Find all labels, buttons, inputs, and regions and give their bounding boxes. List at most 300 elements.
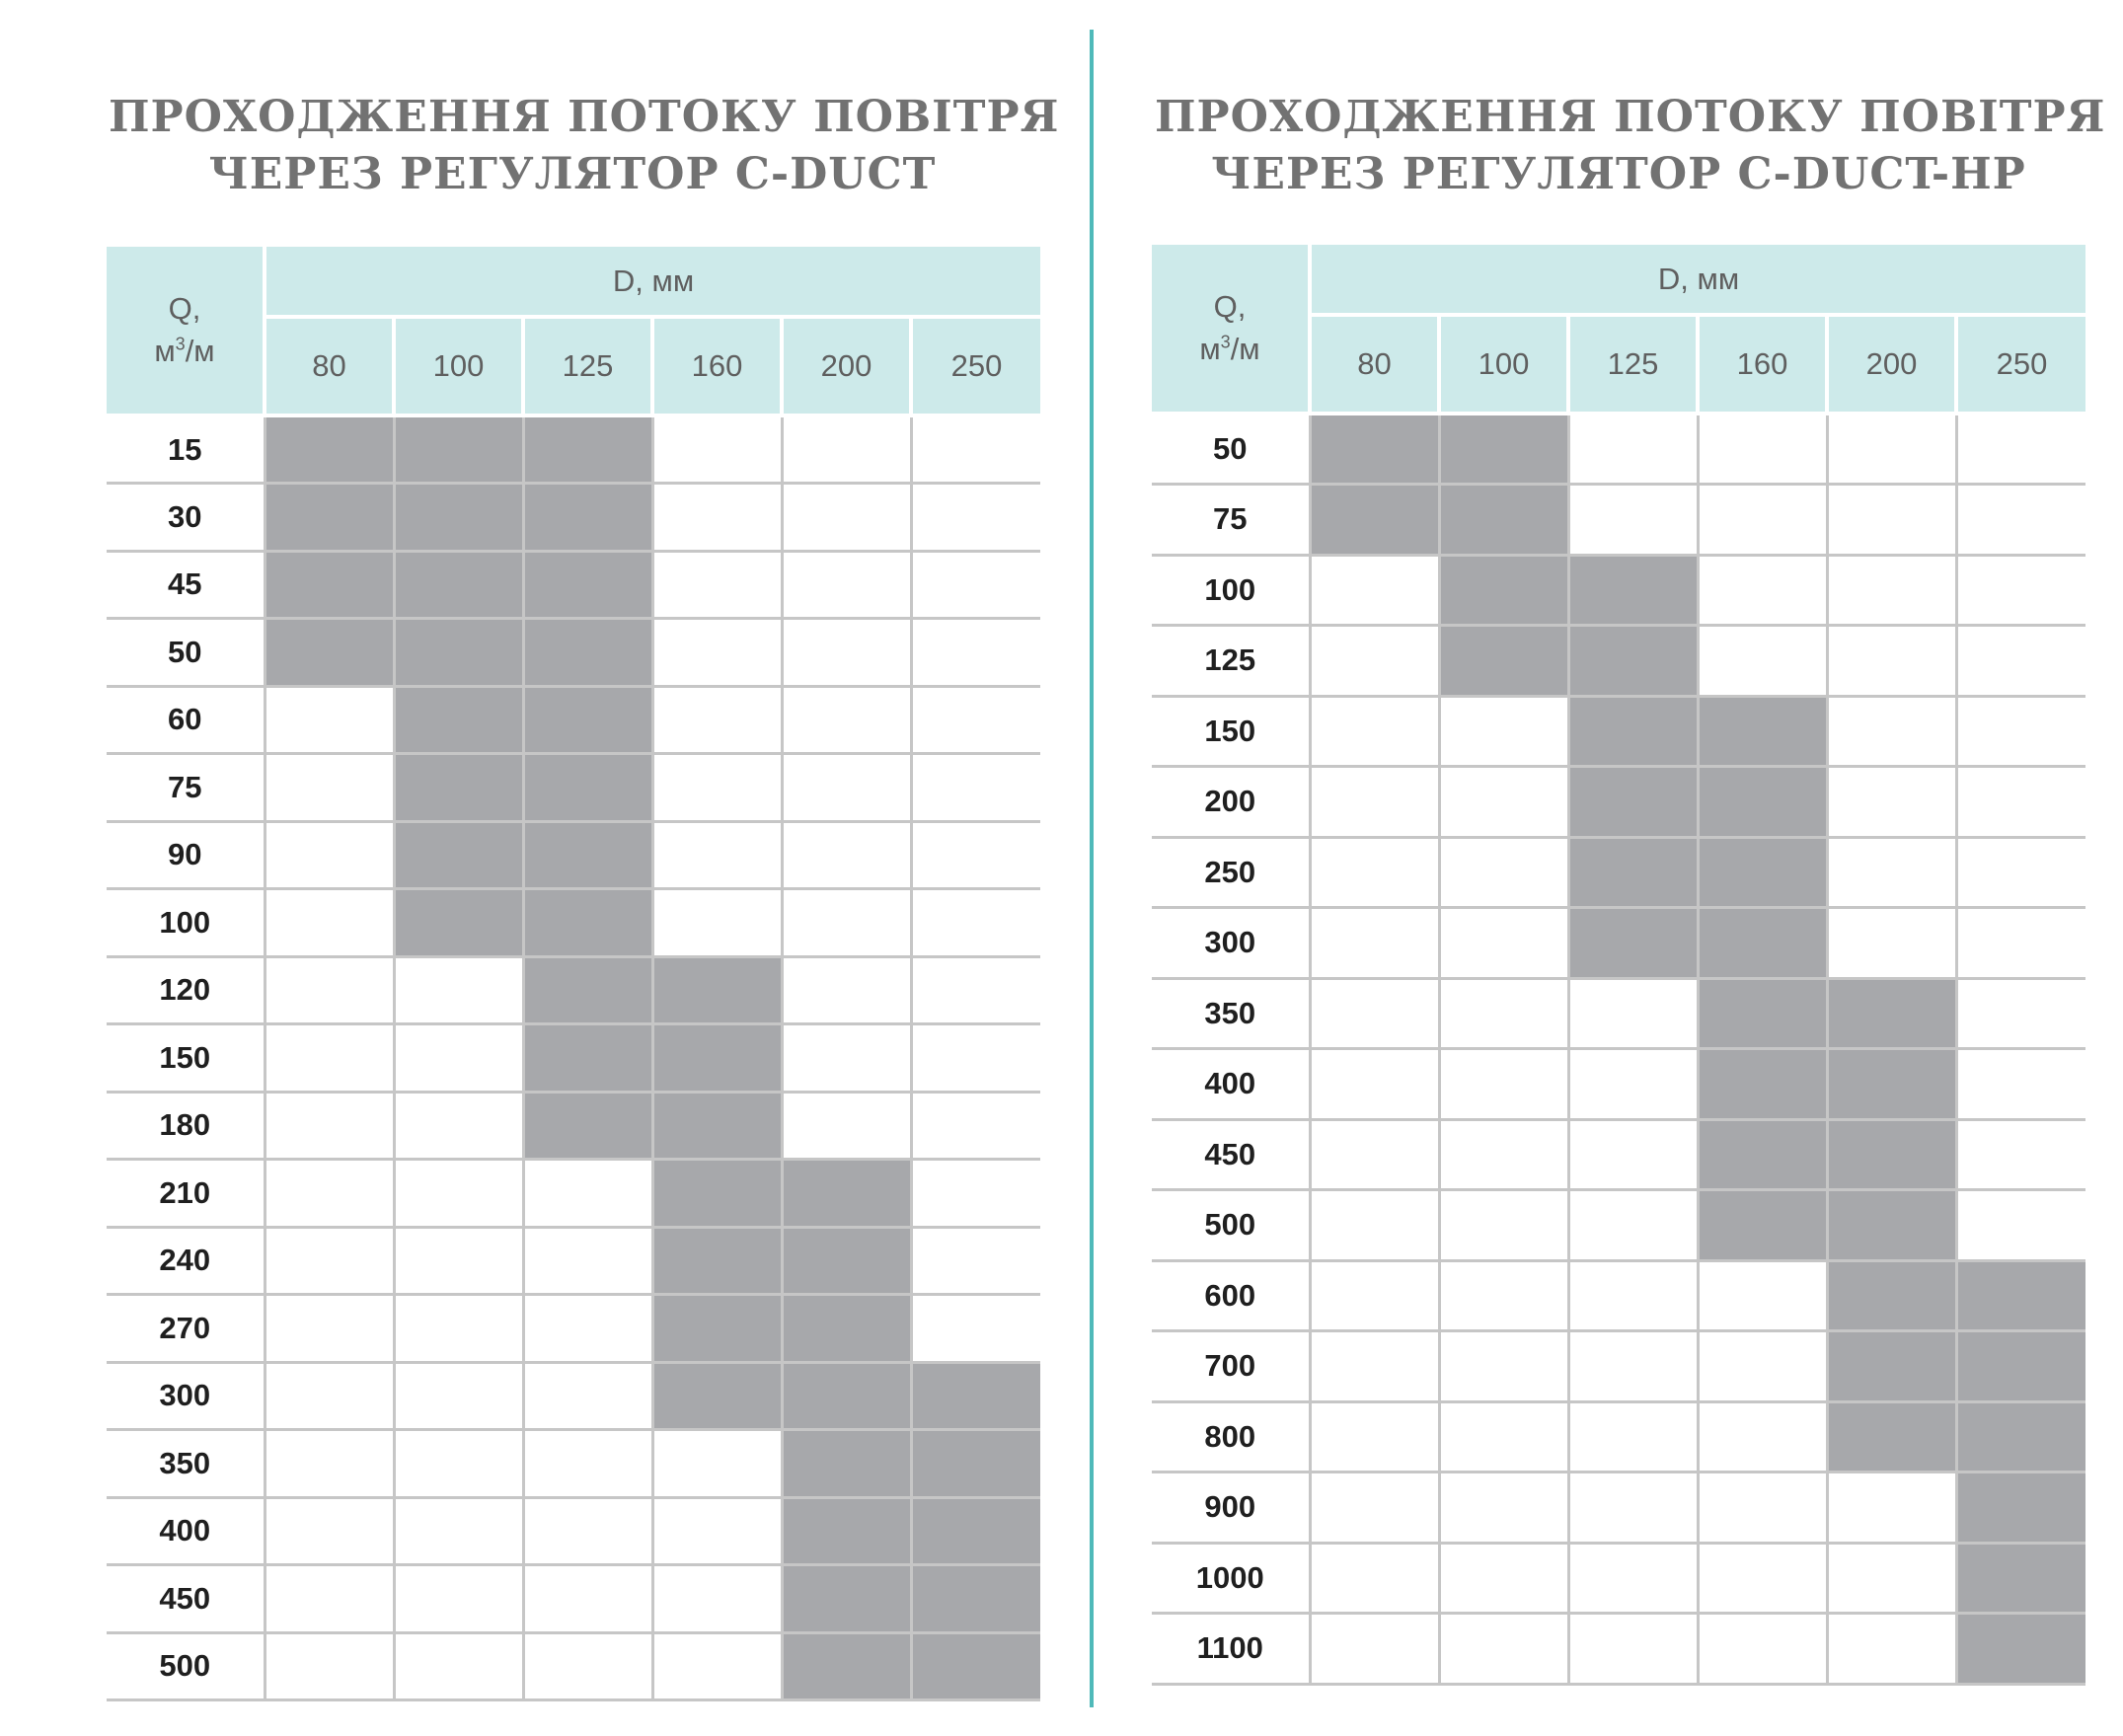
table-row (1152, 1614, 2085, 1685)
compatible-cell (523, 484, 652, 552)
empty-cell (782, 1092, 911, 1160)
empty-cell (652, 619, 782, 687)
table-row (107, 484, 1040, 552)
compatible-cell (523, 415, 652, 484)
empty-cell (1439, 1401, 1568, 1472)
empty-cell (1439, 908, 1568, 979)
q-value: 400 (1152, 1049, 1310, 1120)
title-line-2: ЧЕРЕЗ РЕГУЛЯТОР C-DUCT-HP (1211, 149, 2026, 199)
title-line-2: ЧЕРЕЗ РЕГУЛЯТОР C-DUCT (208, 149, 937, 199)
empty-cell (1439, 978, 1568, 1049)
empty-cell (1698, 1614, 1827, 1685)
empty-cell (523, 1295, 652, 1363)
size-header-200: 200 (1827, 315, 1956, 414)
empty-cell (1827, 767, 1956, 838)
compatible-cell (652, 956, 782, 1024)
q-value: 15 (107, 415, 265, 484)
q-label: Q, (1213, 288, 1247, 324)
compatible-cell (394, 821, 523, 889)
table-row (107, 821, 1040, 889)
empty-cell (394, 1430, 523, 1498)
empty-cell (394, 1497, 523, 1565)
empty-cell (782, 754, 911, 822)
empty-cell (652, 821, 782, 889)
empty-cell (265, 1227, 394, 1295)
q-label: Q, (168, 290, 201, 326)
size-header-100: 100 (1439, 315, 1568, 414)
compatible-cell (523, 956, 652, 1024)
q-value: 180 (107, 1092, 265, 1160)
compatible-cell (782, 1565, 911, 1633)
empty-cell (652, 1430, 782, 1498)
table-body (107, 415, 1040, 1700)
compatible-cell (1956, 1331, 2085, 1402)
empty-cell (1698, 555, 1827, 626)
table-row (107, 1160, 1040, 1228)
size-header-80: 80 (1310, 315, 1439, 414)
table-row (107, 1092, 1040, 1160)
table-row (1152, 485, 2085, 556)
compatible-cell (782, 1295, 911, 1363)
q-value: 300 (107, 1362, 265, 1430)
compatible-cell (911, 1362, 1040, 1430)
empty-cell (265, 1362, 394, 1430)
table-row (107, 956, 1040, 1024)
q-value: 200 (1152, 767, 1310, 838)
compatible-cell (1956, 1401, 2085, 1472)
table-row (1152, 1401, 2085, 1472)
compatible-cell (1827, 1331, 1956, 1402)
empty-cell (265, 1092, 394, 1160)
empty-cell (911, 754, 1040, 822)
compatible-cell (1698, 1049, 1827, 1120)
compatible-cell (1956, 1543, 2085, 1614)
title-line-1: ПРОХОДЖЕННЯ ПОТОКУ ПОВІТРЯ (109, 92, 1060, 142)
empty-cell (523, 1160, 652, 1228)
empty-cell (1956, 837, 2085, 908)
q-value: 75 (1152, 485, 1310, 556)
compatible-cell (1956, 1472, 2085, 1544)
empty-cell (911, 821, 1040, 889)
compatible-cell (782, 1227, 911, 1295)
q-value: 90 (107, 821, 265, 889)
empty-cell (1956, 767, 2085, 838)
compatible-cell (1698, 696, 1827, 767)
compatible-cell (1439, 485, 1568, 556)
compatible-cell (1310, 485, 1439, 556)
empty-cell (652, 1497, 782, 1565)
size-header-80: 80 (265, 317, 394, 415)
table-row (107, 1227, 1040, 1295)
size-header-100: 100 (394, 317, 523, 415)
empty-cell (394, 1227, 523, 1295)
table-row (107, 619, 1040, 687)
empty-cell (1310, 555, 1439, 626)
q-value: 600 (1152, 1260, 1310, 1331)
compatible-cell (523, 619, 652, 687)
q-value: 120 (107, 956, 265, 1024)
empty-cell (1310, 1331, 1439, 1402)
empty-cell (1827, 626, 1956, 697)
q-value: 75 (107, 754, 265, 822)
table-row (1152, 767, 2085, 838)
compatible-cell (1698, 767, 1827, 838)
empty-cell (1568, 1331, 1698, 1402)
empty-cell (1698, 1331, 1827, 1402)
compatible-cell (265, 484, 394, 552)
empty-cell (1568, 485, 1698, 556)
empty-cell (782, 415, 911, 484)
empty-cell (911, 1024, 1040, 1093)
q-value: 800 (1152, 1401, 1310, 1472)
airflow-table-c-duct (107, 247, 1040, 1701)
empty-cell (1956, 1049, 2085, 1120)
empty-cell (265, 1565, 394, 1633)
q-value: 700 (1152, 1331, 1310, 1402)
empty-cell (782, 889, 911, 957)
empty-cell (265, 1430, 394, 1498)
empty-cell (911, 484, 1040, 552)
table-row (1152, 908, 2085, 979)
empty-cell (652, 551, 782, 619)
compatible-cell (523, 821, 652, 889)
table-row (1152, 978, 2085, 1049)
size-header-200: 200 (782, 317, 911, 415)
compatible-cell (394, 889, 523, 957)
empty-cell (911, 686, 1040, 754)
empty-cell (265, 956, 394, 1024)
empty-cell (1827, 414, 1956, 485)
compatible-cell (1956, 1614, 2085, 1685)
empty-cell (1439, 1331, 1568, 1402)
empty-cell (394, 956, 523, 1024)
compatible-cell (1827, 1260, 1956, 1331)
empty-cell (911, 1160, 1040, 1228)
compatible-cell (1310, 414, 1439, 485)
empty-cell (1698, 485, 1827, 556)
empty-cell (652, 484, 782, 552)
size-header-250: 250 (1956, 315, 2085, 414)
empty-cell (1568, 1049, 1698, 1120)
empty-cell (1310, 767, 1439, 838)
empty-cell (1310, 626, 1439, 697)
compatible-cell (911, 1565, 1040, 1633)
empty-cell (1310, 908, 1439, 979)
q-header (107, 247, 265, 415)
q-value: 150 (1152, 696, 1310, 767)
empty-cell (1310, 1119, 1439, 1190)
empty-cell (394, 1565, 523, 1633)
compatible-cell (911, 1497, 1040, 1565)
empty-cell (523, 1227, 652, 1295)
compatible-cell (394, 484, 523, 552)
empty-cell (523, 1430, 652, 1498)
empty-cell (652, 415, 782, 484)
table-row (107, 1632, 1040, 1700)
empty-cell (1956, 1190, 2085, 1261)
empty-cell (1439, 1543, 1568, 1614)
empty-cell (782, 686, 911, 754)
compatible-cell (265, 415, 394, 484)
empty-cell (1310, 696, 1439, 767)
empty-cell (394, 1024, 523, 1093)
empty-cell (1956, 626, 2085, 697)
compatible-cell (1568, 555, 1698, 626)
empty-cell (265, 686, 394, 754)
q-header (1152, 245, 1310, 414)
empty-cell (1956, 485, 2085, 556)
compatible-cell (523, 1092, 652, 1160)
empty-cell (1956, 978, 2085, 1049)
empty-cell (265, 754, 394, 822)
table-row (107, 1565, 1040, 1633)
q-value: 50 (1152, 414, 1310, 485)
compatible-cell (782, 1632, 911, 1700)
empty-cell (911, 956, 1040, 1024)
table-row (107, 551, 1040, 619)
d-header: D, мм (1310, 245, 2085, 315)
empty-cell (1310, 1049, 1439, 1120)
empty-cell (782, 484, 911, 552)
airflow-table-c-duct-hp (1152, 245, 2085, 1686)
q-value: 250 (1152, 837, 1310, 908)
empty-cell (782, 956, 911, 1024)
empty-cell (523, 1497, 652, 1565)
empty-cell (1568, 1119, 1698, 1190)
empty-cell (1827, 696, 1956, 767)
compatible-cell (1568, 767, 1698, 838)
empty-cell (1956, 1119, 2085, 1190)
size-header-125: 125 (523, 317, 652, 415)
q-value: 30 (107, 484, 265, 552)
compatible-cell (394, 415, 523, 484)
table-row (107, 1362, 1040, 1430)
compatible-cell (652, 1295, 782, 1363)
compatible-cell (394, 551, 523, 619)
q-value: 350 (1152, 978, 1310, 1049)
table-row (107, 1024, 1040, 1093)
table-row (1152, 1119, 2085, 1190)
compatible-cell (652, 1024, 782, 1093)
size-header-250: 250 (911, 317, 1040, 415)
empty-cell (1310, 1614, 1439, 1685)
q-value: 500 (1152, 1190, 1310, 1261)
empty-cell (1698, 414, 1827, 485)
empty-cell (1310, 1190, 1439, 1261)
empty-cell (265, 1632, 394, 1700)
q-value: 210 (107, 1160, 265, 1228)
empty-cell (523, 1565, 652, 1633)
empty-cell (1439, 1614, 1568, 1685)
compatible-cell (1439, 626, 1568, 697)
empty-cell (1827, 1614, 1956, 1685)
q-value: 1100 (1152, 1614, 1310, 1685)
compatible-cell (782, 1430, 911, 1498)
empty-cell (1956, 908, 2085, 979)
empty-cell (782, 551, 911, 619)
compatible-cell (911, 1632, 1040, 1700)
empty-cell (265, 889, 394, 957)
empty-cell (1568, 1472, 1698, 1544)
compatible-cell (523, 889, 652, 957)
empty-cell (1439, 1190, 1568, 1261)
empty-cell (911, 619, 1040, 687)
compatible-cell (652, 1092, 782, 1160)
empty-cell (782, 821, 911, 889)
compatible-cell (1827, 1049, 1956, 1120)
empty-cell (911, 1092, 1040, 1160)
q-value: 50 (107, 619, 265, 687)
empty-cell (1310, 978, 1439, 1049)
empty-cell (523, 1362, 652, 1430)
empty-cell (265, 1497, 394, 1565)
empty-cell (1827, 908, 1956, 979)
empty-cell (1310, 837, 1439, 908)
q-value: 900 (1152, 1472, 1310, 1544)
compatible-cell (911, 1430, 1040, 1498)
table-row (107, 754, 1040, 822)
table-row (1152, 696, 2085, 767)
table-body (1152, 414, 2085, 1684)
compatible-cell (1827, 1401, 1956, 1472)
empty-cell (265, 1295, 394, 1363)
q-value: 240 (107, 1227, 265, 1295)
compatible-cell (394, 754, 523, 822)
empty-cell (1956, 414, 2085, 485)
empty-cell (652, 754, 782, 822)
title-line-1: ПРОХОДЖЕННЯ ПОТОКУ ПОВІТРЯ (1155, 92, 2106, 142)
empty-cell (394, 1160, 523, 1228)
q-value: 150 (107, 1024, 265, 1093)
table-row (107, 415, 1040, 484)
table-row (1152, 1331, 2085, 1402)
compatible-cell (1827, 1190, 1956, 1261)
empty-cell (911, 1295, 1040, 1363)
q-value: 45 (107, 551, 265, 619)
table-row (1152, 555, 2085, 626)
empty-cell (1310, 1543, 1439, 1614)
empty-cell (1698, 1260, 1827, 1331)
empty-cell (1439, 1119, 1568, 1190)
q-unit: $м^3/м$ (154, 334, 215, 369)
empty-cell (1827, 1543, 1956, 1614)
compatible-cell (523, 686, 652, 754)
empty-cell (394, 1092, 523, 1160)
d-header: D, мм (265, 247, 1040, 317)
table-row (1152, 1543, 2085, 1614)
empty-cell (1439, 767, 1568, 838)
empty-cell (1439, 1472, 1568, 1544)
q-value: 450 (107, 1565, 265, 1633)
compatible-cell (523, 754, 652, 822)
compatible-cell (1568, 626, 1698, 697)
empty-cell (652, 686, 782, 754)
compatible-cell (1827, 978, 1956, 1049)
compatible-cell (1568, 696, 1698, 767)
table-row (107, 1497, 1040, 1565)
empty-cell (911, 889, 1040, 957)
compatible-cell (1698, 837, 1827, 908)
q-value: 60 (107, 686, 265, 754)
empty-cell (1568, 1401, 1698, 1472)
compatible-cell (1439, 414, 1568, 485)
size-header-160: 160 (652, 317, 782, 415)
empty-cell (1439, 837, 1568, 908)
compatible-cell (394, 686, 523, 754)
compatible-cell (1698, 908, 1827, 979)
empty-cell (1568, 1260, 1698, 1331)
empty-cell (1439, 1049, 1568, 1120)
empty-cell (1827, 1472, 1956, 1544)
compatible-cell (1698, 978, 1827, 1049)
empty-cell (1827, 555, 1956, 626)
compatible-cell (652, 1362, 782, 1430)
table-row (1152, 837, 2085, 908)
empty-cell (1568, 1614, 1698, 1685)
compatible-cell (394, 619, 523, 687)
q-value: 450 (1152, 1119, 1310, 1190)
empty-cell (1698, 626, 1827, 697)
table-row (107, 686, 1040, 754)
table-row (1152, 626, 2085, 697)
q-value: 270 (107, 1295, 265, 1363)
table-row (107, 1430, 1040, 1498)
empty-cell (394, 1632, 523, 1700)
center-divider (1090, 30, 1094, 1707)
empty-cell (1310, 1401, 1439, 1472)
q-value: 300 (1152, 908, 1310, 979)
empty-cell (1827, 837, 1956, 908)
table-row (1152, 1190, 2085, 1261)
empty-cell (265, 1160, 394, 1228)
compatible-cell (782, 1362, 911, 1430)
compatible-cell (652, 1227, 782, 1295)
size-header-125: 125 (1568, 315, 1698, 414)
compatible-cell (1568, 908, 1698, 979)
compatible-cell (1568, 837, 1698, 908)
size-header-160: 160 (1698, 315, 1827, 414)
empty-cell (1568, 978, 1698, 1049)
compatible-cell (782, 1497, 911, 1565)
empty-cell (1956, 555, 2085, 626)
q-value: 350 (107, 1430, 265, 1498)
q-value: 500 (107, 1632, 265, 1700)
empty-cell (1956, 696, 2085, 767)
table-row (107, 1295, 1040, 1363)
compatible-cell (523, 1024, 652, 1093)
empty-cell (1698, 1543, 1827, 1614)
compatible-cell (782, 1160, 911, 1228)
title-c-duct-hp (1155, 89, 2106, 203)
compatible-cell (1956, 1260, 2085, 1331)
empty-cell (523, 1632, 652, 1700)
empty-cell (1310, 1260, 1439, 1331)
compatible-cell (652, 1160, 782, 1228)
empty-cell (1698, 1401, 1827, 1472)
q-unit: $м^3/м$ (1199, 332, 1260, 367)
empty-cell (1439, 1260, 1568, 1331)
q-value: 100 (107, 889, 265, 957)
q-value: 1000 (1152, 1543, 1310, 1614)
empty-cell (652, 1632, 782, 1700)
empty-cell (265, 1024, 394, 1093)
q-value: 125 (1152, 626, 1310, 697)
empty-cell (1698, 1472, 1827, 1544)
empty-cell (782, 619, 911, 687)
table-row (107, 889, 1040, 957)
empty-cell (911, 1227, 1040, 1295)
compatible-cell (265, 619, 394, 687)
